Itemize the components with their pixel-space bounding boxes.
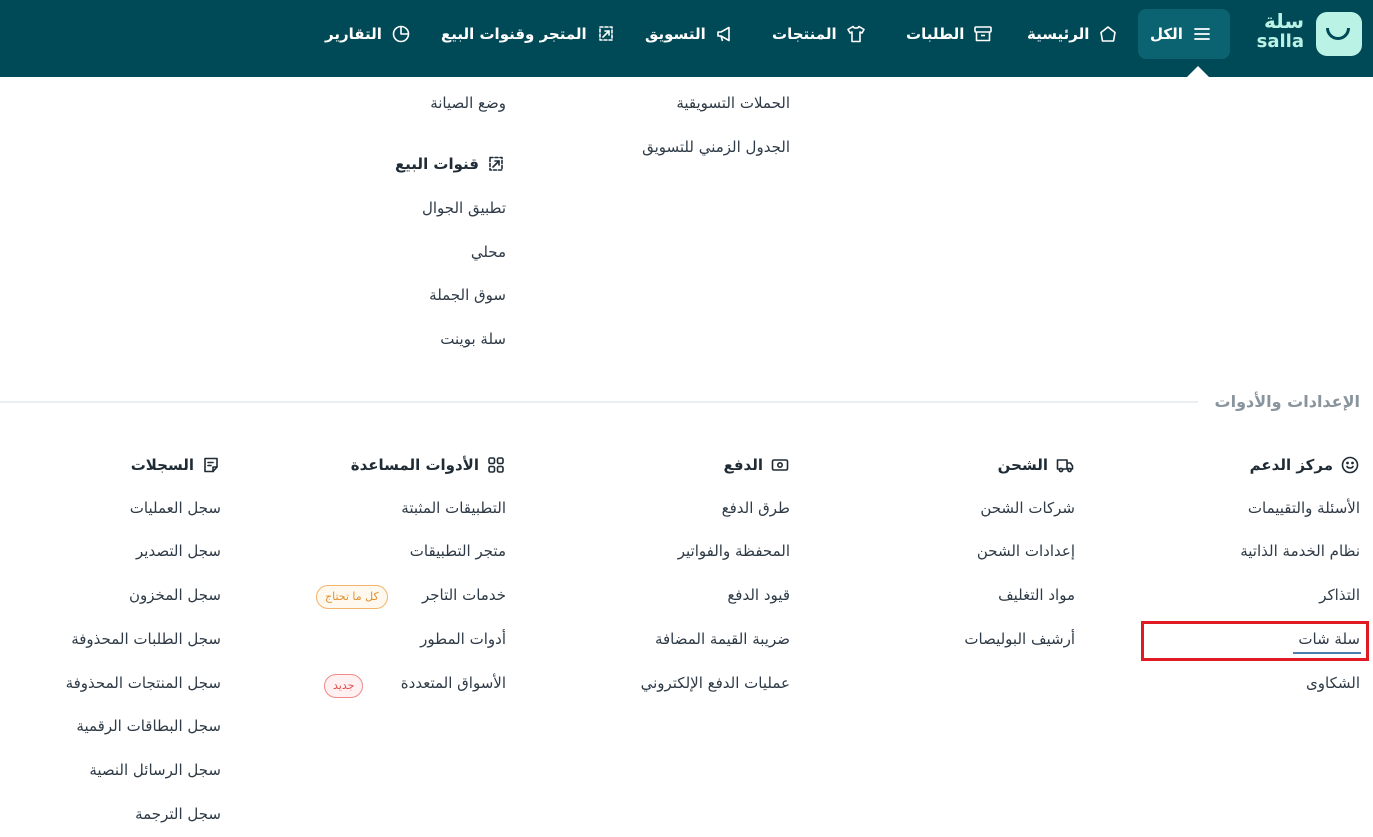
top-navigation-bar <box>0 0 1373 77</box>
support-center-heading <box>1250 455 1360 475</box>
link-multi-markets[interactable]: الأسواق المتعددة <box>400 674 506 692</box>
sales-channels-heading <box>395 154 506 174</box>
link-salla-chat[interactable]: سلة شات <box>1298 630 1360 648</box>
payment-title: الدفع <box>723 456 763 474</box>
link-deleted-products-log[interactable]: سجل المنتجات المحذوفة <box>65 674 221 692</box>
nav-products-label: المنتجات <box>772 25 837 43</box>
link-marketing-calendar[interactable]: الجدول الزمني للتسويق <box>642 138 790 156</box>
nav-home-label: الرئيسية <box>1027 25 1090 43</box>
logs-note-icon <box>201 455 221 475</box>
tools-heading <box>351 455 506 475</box>
nav-marketing-label: التسويق <box>645 25 706 43</box>
link-marketing-campaigns[interactable]: الحملات التسويقية <box>676 94 790 112</box>
shipping-heading <box>998 455 1075 475</box>
link-digital-cards-log[interactable]: سجل البطاقات الرقمية <box>76 717 221 735</box>
link-inventory-log[interactable]: سجل المخزون <box>128 586 221 604</box>
sales-channels-icon <box>486 154 506 174</box>
badge-new: جديد <box>324 674 363 698</box>
shipping-title: الشحن <box>997 456 1048 474</box>
logo-latin-text: salla <box>1256 31 1304 52</box>
nav-marketing[interactable] <box>645 22 736 46</box>
link-salla-point[interactable]: سلة بوينت <box>440 330 506 348</box>
money-icon <box>770 455 790 475</box>
link-maintenance-mode[interactable]: وضع الصيانة <box>430 94 506 112</box>
link-wholesale-market[interactable]: سوق الجملة <box>429 286 506 304</box>
salla-logo[interactable] <box>1254 9 1362 58</box>
menu-caret <box>1186 66 1210 78</box>
nav-reports[interactable] <box>325 22 412 46</box>
nav-all-item[interactable] <box>1150 22 1213 46</box>
nav-all-tab[interactable] <box>1138 9 1230 59</box>
archive-box-icon <box>972 23 994 45</box>
logo-mark-icon <box>1316 12 1362 56</box>
link-tickets[interactable]: التذاكر <box>1319 586 1360 604</box>
logs-heading <box>131 455 221 475</box>
tools-title: الأدوات المساعدة <box>350 456 479 474</box>
badge-everything-you-need: كل ما تحتاج <box>316 585 388 609</box>
link-complaints[interactable]: الشكاوى <box>1306 674 1360 692</box>
link-export-log[interactable]: سجل التصدير <box>136 542 221 560</box>
link-operations-log[interactable]: سجل العمليات <box>129 499 221 517</box>
link-installed-apps[interactable]: التطبيقات المثبتة <box>401 499 506 517</box>
nav-all-label: الكل <box>1150 25 1183 43</box>
store-channels-icon <box>595 23 617 45</box>
smiley-face-icon <box>1340 455 1360 475</box>
link-payment-methods[interactable]: طرق الدفع <box>721 499 790 517</box>
truck-icon <box>1055 455 1075 475</box>
link-packaging-materials[interactable]: مواد التغليف <box>998 586 1075 604</box>
link-sms-log[interactable]: سجل الرسائل النصية <box>89 761 221 779</box>
highlight-box <box>1141 621 1369 661</box>
link-waybill-archive[interactable]: أرشيف البوليصات <box>964 630 1075 648</box>
link-deleted-orders-log[interactable]: سجل الطلبات المحذوفة <box>71 630 221 648</box>
hamburger-menu-icon <box>1191 23 1213 45</box>
link-merchant-services[interactable]: خدمات التاجر <box>421 586 506 604</box>
link-developer-tools[interactable]: أدوات المطور <box>420 630 506 648</box>
link-shipping-settings[interactable]: إعدادات الشحن <box>976 542 1075 560</box>
nav-home[interactable] <box>1027 22 1119 46</box>
link-payment-restrictions[interactable]: قيود الدفع <box>727 586 790 604</box>
link-shipping-companies[interactable]: شركات الشحن <box>980 499 1075 517</box>
link-app-store[interactable]: متجر التطبيقات <box>409 542 506 560</box>
support-center-title: مركز الدعم <box>1249 456 1333 474</box>
nav-orders[interactable] <box>906 22 994 46</box>
link-mobile-app[interactable]: تطبيق الجوال <box>421 199 506 217</box>
nav-orders-label: الطلبات <box>906 25 965 43</box>
sales-channels-title: قنوات البيع <box>394 155 479 173</box>
logs-title: السجلات <box>130 456 194 474</box>
pie-chart-icon <box>390 23 412 45</box>
home-icon <box>1097 23 1119 45</box>
nav-store-channels[interactable] <box>441 22 617 46</box>
link-questions-ratings[interactable]: الأسئلة والتقييمات <box>1247 499 1360 517</box>
nav-store-channels-label: المتجر وقنوات البيع <box>441 25 587 43</box>
megaphone-icon <box>714 23 736 45</box>
link-self-service[interactable]: نظام الخدمة الذاتية <box>1240 542 1360 560</box>
section-divider <box>0 401 1198 403</box>
payment-heading <box>723 455 790 475</box>
link-wallet-invoices[interactable]: المحفظة والفواتير <box>677 542 790 560</box>
link-vat[interactable]: ضريبة القيمة المضافة <box>654 630 790 648</box>
apps-grid-icon <box>486 455 506 475</box>
nav-products[interactable] <box>772 22 867 46</box>
logo-arabic-text: سلة <box>1264 9 1304 33</box>
settings-tools-title: الإعدادات والأدوات <box>1214 392 1360 411</box>
link-translation-log[interactable]: سجل الترجمة <box>135 805 221 823</box>
tshirt-icon <box>845 23 867 45</box>
link-local[interactable]: محلي <box>470 243 506 261</box>
link-e-payment-operations[interactable]: عمليات الدفع الإلكتروني <box>640 674 790 692</box>
nav-reports-label: التقارير <box>325 25 382 43</box>
